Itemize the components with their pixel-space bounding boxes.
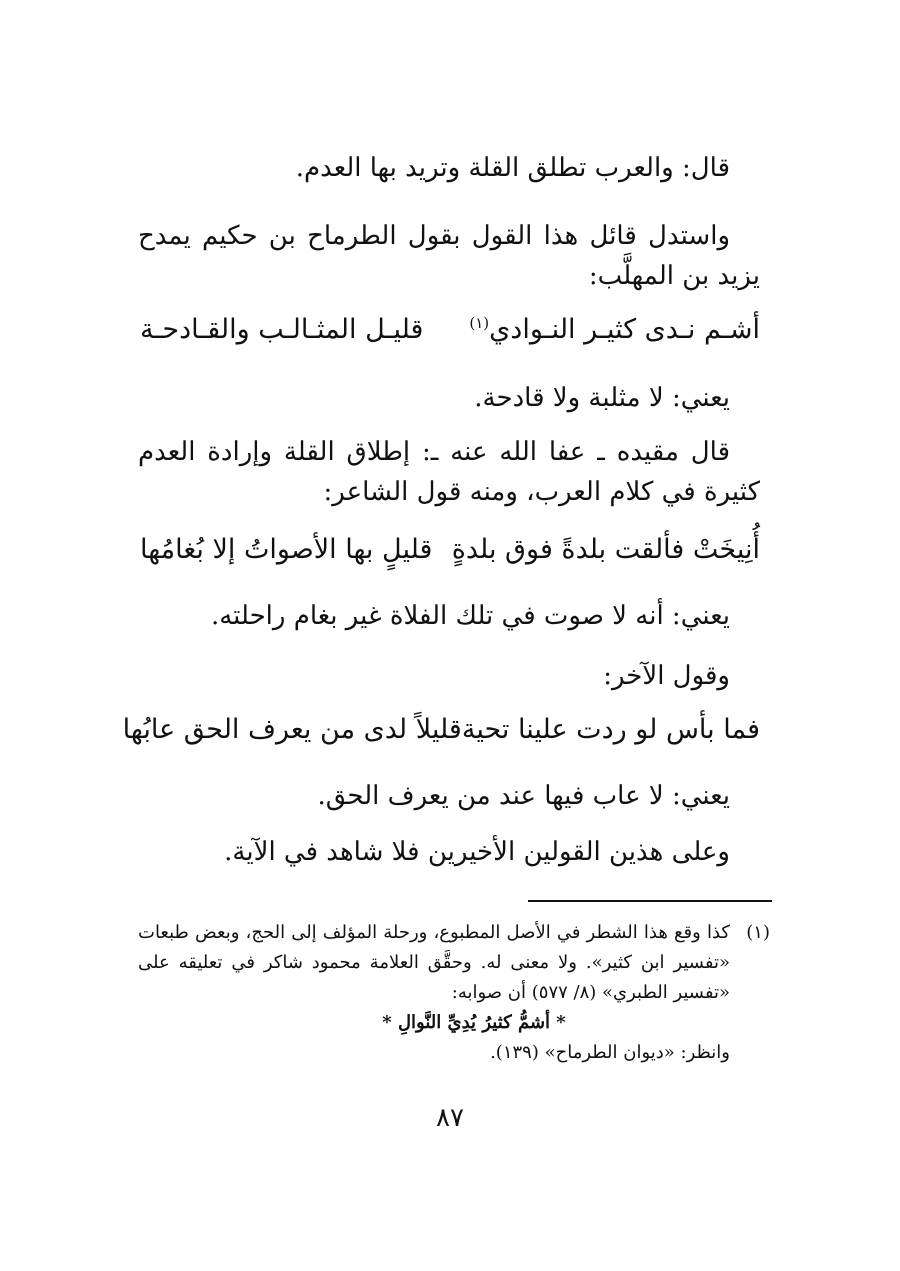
poetry-verse [140,530,760,570]
footnote [138,918,770,1068]
verse-second-hemistich: قليلاً لدى من يعرف الحق عابُها [122,714,462,745]
footnote-entry [138,918,770,1008]
verse-text: أشـم نـدى كثيـر النـوادي [489,314,760,345]
paragraph: واستدل قائل هذا القول بقول الطرماح بن حكيم يمدح يزيد بن المهلَّب: [138,221,760,291]
page-number: ٨٧ [436,1103,464,1133]
footnote-number: (١) [746,922,770,943]
paragraph: وقول الآخر: [603,661,730,691]
paragraph: يعني: أنه لا صوت في تلك الفلاة غير بغام راحلته. [210,601,730,631]
footnote-divider [528,900,772,902]
verse-first-hemistich: أُنِيخَتْ فألقت بلدةً فوق بلدةٍ [451,534,760,565]
verse-second-hemistich: قليلٍ بها الأصواتُ إلا بُغامُها [140,534,433,565]
paragraph: قال مقيده ـ عفا الله عنه ـ: إطلاق القلة وإرادة العدم كثيرة في كلام العرب، ومنه قول الشاعر: [138,437,760,507]
verse-first-hemistich: فما بأس لو ردت علينا تحية [461,714,760,745]
poetry-verse [140,310,760,350]
verse-first-hemistich [469,310,760,350]
paragraph: وعلى هذين القولين الأخيرين فلا شاهد في الآية. [224,837,730,867]
footnote-marker: (١) [469,314,490,332]
footnote-reference: وانظر: «ديوان الطرماح» (١٣٩). [490,1042,730,1063]
poetry-verse [122,710,760,750]
paragraph: يعني: لا عاب فيها عند من يعرف الحق. [317,781,730,811]
footnote-verse: * أشمُّ كثيرُ يُدِيِّ النَّوالِ * [382,1012,566,1033]
paragraph: يعني: لا مثلبة ولا قادحة. [474,383,730,413]
verse-second-hemistich: قليـل المثـالـب والقـادحـة [140,314,424,345]
paragraph: قال: والعرب تطلق القلة وتريد بها العدم. [295,153,730,183]
footnote-text: كذا وقع هذا الشطر في الأصل المطبوع، ورحلة المؤلف إلى الحج، وبعض طبعات «تفسير ابن كثير». ولا معنى له. وحقَّق العلامة محمود شاكر في تعليقه على «تفسير الطبري» (٨/ ٥٧٧) أن صوابه: [138,922,730,1003]
